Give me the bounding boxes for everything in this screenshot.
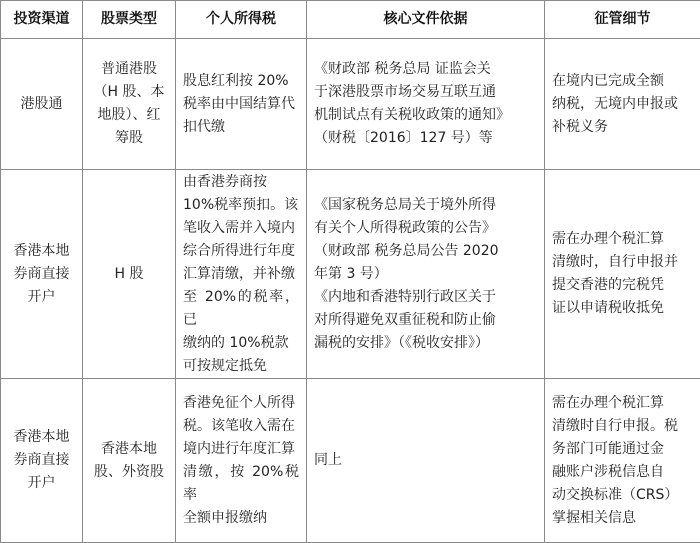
cell-income-tax-text: 股息红利按 20% 税率由中国结算代 扣代缴 — [183, 70, 299, 139]
cell-channel — [1, 170, 83, 379]
cell-administration-detail-text: 需在办理个税汇算 清缴时，自行申报并 提交香港的完税凭 证以申请税收抵免 — [552, 228, 693, 320]
cell-stock-type — [83, 379, 176, 543]
cell-income-tax — [176, 379, 307, 543]
cell-document-basis-text: 《国家税务总局关于境外所得 有关个人所得税政策的公告》 （财政部 税务总局公告 2020 年第 3 号） 《内地和香港特别行政区关于 对所得避免双重征税和防止偷 漏税的安排》（《税收安排》） — [314, 194, 537, 355]
header-administration-detail: 征管细节 — [545, 1, 700, 39]
table-row — [1, 39, 700, 170]
cell-stock-type — [83, 170, 176, 379]
cell-administration-detail-text: 需在办理个税汇算 清缴时自行申报。税 务部门可能通过金 融账户涉税信息自 动交换标准（CRS） 掌握相关信息 — [552, 392, 693, 530]
cell-document-basis — [307, 379, 545, 543]
cell-income-tax-text: 由香港券商按 10%税率预扣。该 笔收入需并入境内 综合所得进行年度 汇算清缴，并补缴 至 20%的税率，已 缴纳的 10%税款 可按规定抵免 — [183, 171, 299, 378]
header-stock-type: 股票类型 — [83, 1, 176, 39]
cell-administration-detail-text: 在境内已完成全额 纳税，无境内申报或 补税义务 — [552, 70, 693, 139]
cell-channel-text: 香港本地 券商直接 开户 — [8, 240, 75, 309]
cell-document-basis-text: 《财政部 税务总局 证监会关 于深港股票市场交易互联互通 机制试点有关税收政策的通知》 （财税〔2016〕127 号）等 — [314, 58, 537, 150]
cell-administration-detail — [545, 39, 700, 170]
cell-stock-type-text: 香港本地 股、外资股 — [90, 438, 168, 484]
cell-channel-text: 香港本地 券商直接 开户 — [8, 426, 75, 495]
cell-income-tax — [176, 170, 307, 379]
header-income-tax: 个人所得税 — [176, 1, 307, 39]
cell-stock-type-text: 普通港股 （H 股、本 地股）、红 筹股 — [90, 58, 168, 150]
cell-channel-text: 港股通 — [8, 93, 75, 116]
header-channel: 投资渠道 — [1, 1, 83, 39]
cell-channel — [1, 379, 83, 543]
cell-administration-detail — [545, 379, 700, 543]
cell-document-basis — [307, 39, 545, 170]
cell-document-basis — [307, 170, 545, 379]
table-row — [1, 379, 700, 543]
cell-stock-type — [83, 39, 176, 170]
cell-income-tax — [176, 39, 307, 170]
header-core-document-basis: 核心文件依据 — [307, 1, 545, 39]
table-row — [1, 170, 700, 379]
cell-document-basis-text: 同上 — [314, 449, 537, 472]
cell-income-tax-text: 香港免征个人所得 税。该笔收入需在 境内进行年度汇算 清缴，按 20%税率 全额申报缴纳 — [183, 392, 299, 530]
header-row — [1, 1, 700, 39]
cell-administration-detail — [545, 170, 700, 379]
cell-channel — [1, 39, 83, 170]
cell-stock-type-text: H 股 — [90, 263, 168, 286]
